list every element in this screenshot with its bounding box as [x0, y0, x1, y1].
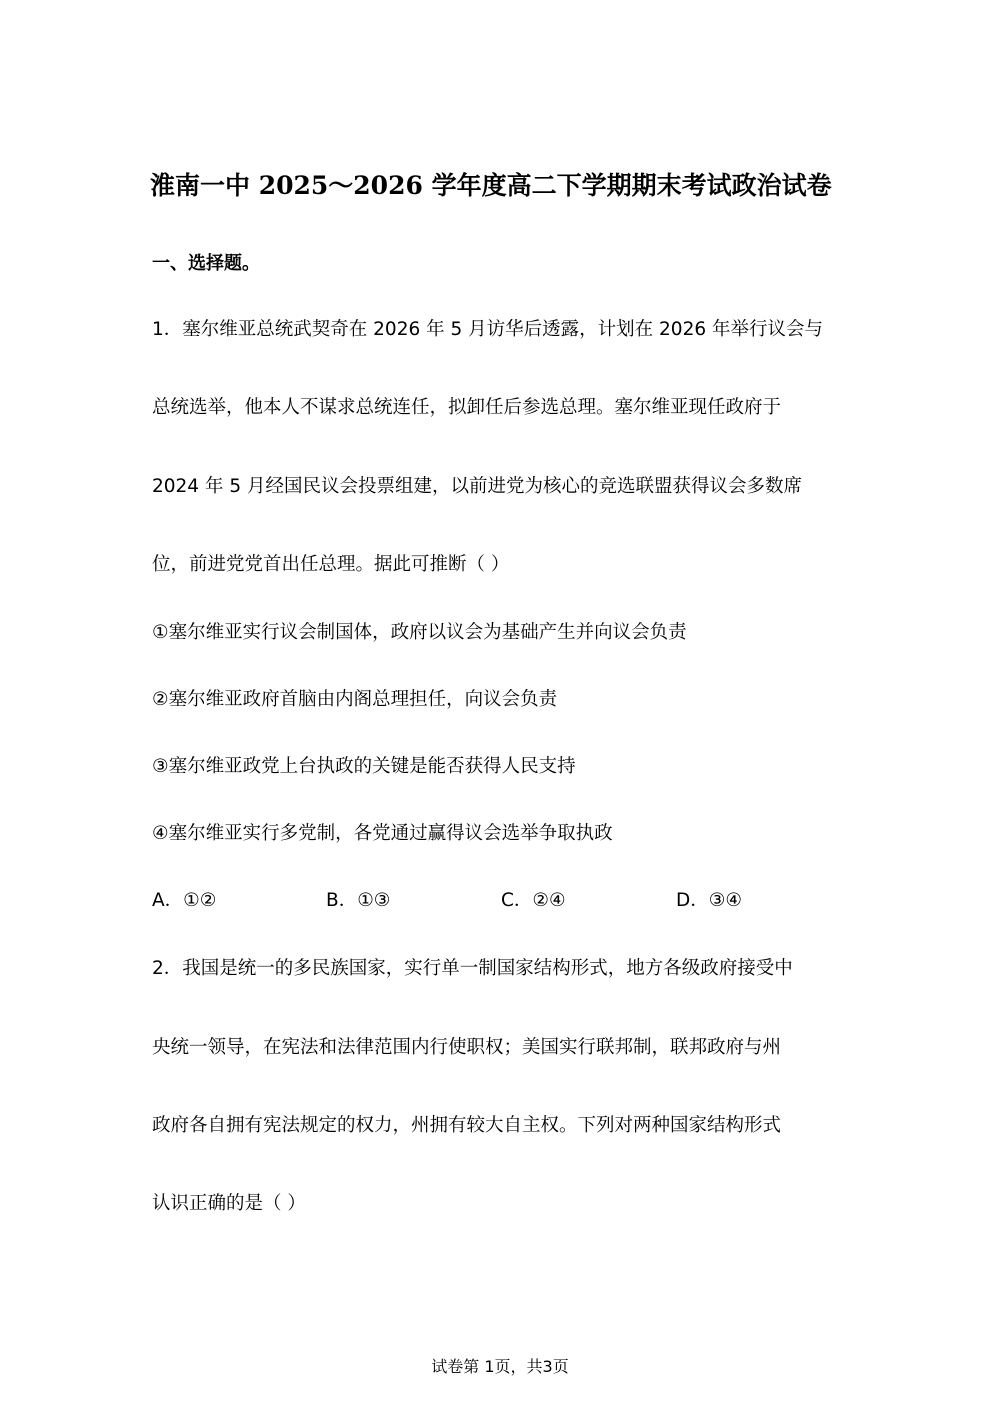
question-1-line: 位，前进党党首出任总理。据此可推断（ ） — [152, 554, 510, 575]
question-2-line: 2．我国是统一的多民族国家，实行单一制国家结构形式，地方各级政府接受中 — [152, 958, 793, 979]
exam-title: 淮南一中 2025～2026 学年度高二下学期期末考试政治试卷 — [150, 171, 832, 200]
question-1-line: 总统选举，他本人不谋求总统连任，拟卸任后参选总理。塞尔维亚现任政府于 — [152, 397, 782, 418]
section-heading: 一、选择题。 — [152, 253, 260, 274]
question-2-line: 央统一领导，在宪法和法律范围内行使职权；美国实行联邦制，联邦政府与州 — [152, 1037, 782, 1058]
question-1-line: 2024 年 5 月经国民议会投票组建，以前进党为核心的竞选联盟获得议会多数席 — [152, 476, 802, 497]
option-b[interactable]: B．①③ — [326, 890, 391, 911]
page-footer: 试卷第 1页，共3页 — [431, 1357, 569, 1376]
statement-4: ④塞尔维亚实行多党制，各党通过赢得议会选举争取执政 — [152, 823, 613, 844]
option-c[interactable]: C．②④ — [501, 890, 566, 911]
option-d[interactable]: D．③④ — [676, 890, 742, 911]
option-a[interactable]: A．①② — [152, 890, 217, 911]
statement-2: ②塞尔维亚政府首脑由内阁总理担任，向议会负责 — [152, 689, 558, 710]
statement-3: ③塞尔维亚政党上台执政的关键是能否获得人民支持 — [152, 756, 576, 777]
question-1-line: 1．塞尔维亚总统武契奇在 2026 年 5 月访华后透露，计划在 2026 年举行议会与 — [152, 319, 823, 340]
statement-1: ①塞尔维亚实行议会制国体，政府以议会为基础产生并向议会负责 — [152, 622, 687, 643]
question-2-line: 政府各自拥有宪法规定的权力，州拥有较大自主权。下列对两种国家结构形式 — [152, 1115, 782, 1136]
question-2-line: 认识正确的是（ ） — [152, 1193, 306, 1214]
